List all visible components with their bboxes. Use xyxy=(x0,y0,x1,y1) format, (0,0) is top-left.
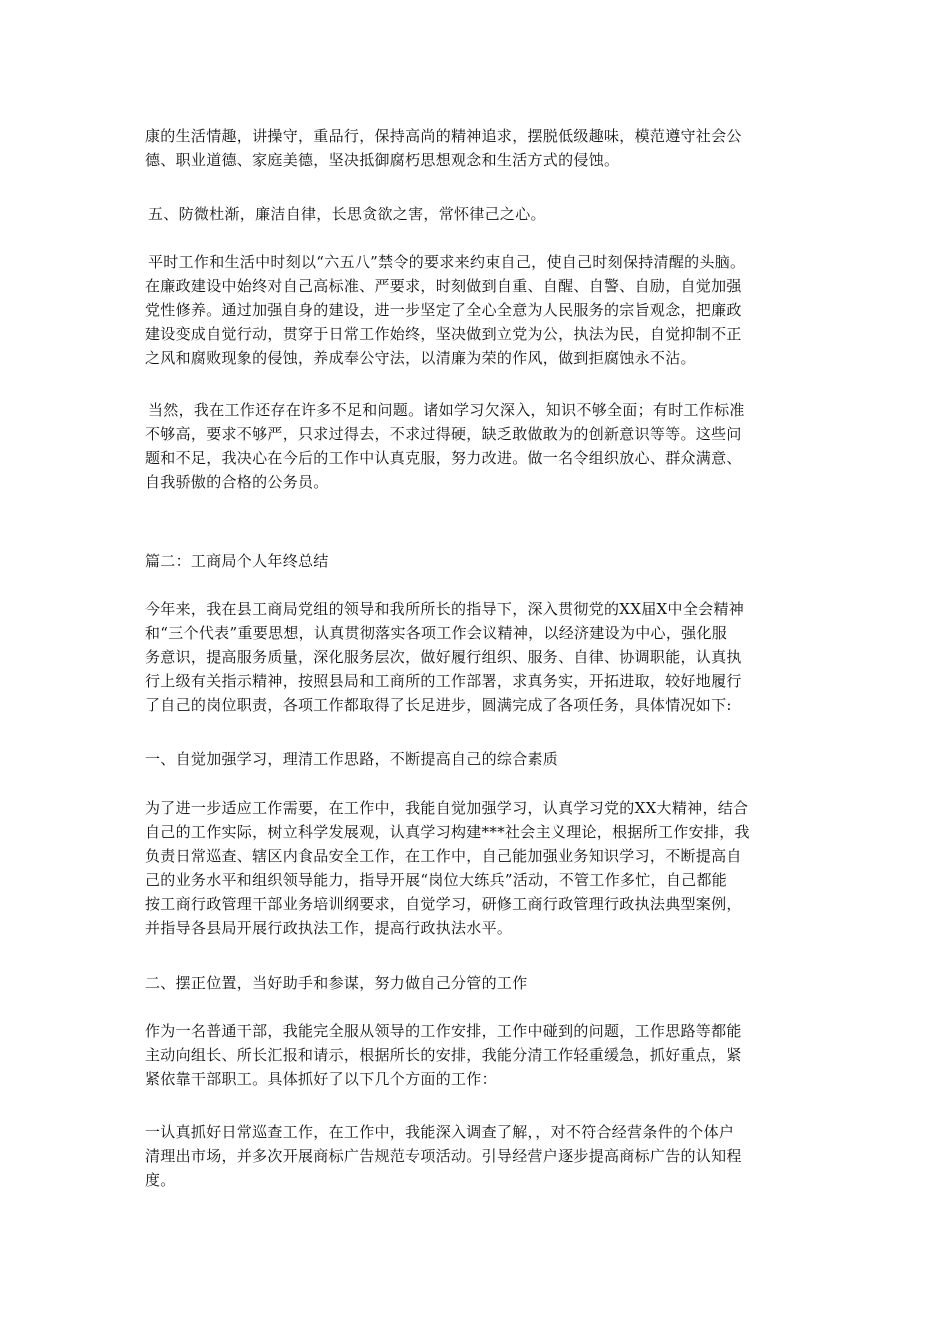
text-line: 德、职业道德、家庭美德，坚决抵御腐朽思想观念和生活方式的侵蚀。 xyxy=(145,151,620,169)
text-line: 清理出市场，并多次开展商标广告规范专项活动。引导经营户逐步提高商标广告的认知程 xyxy=(145,1147,742,1165)
paragraph-p6 xyxy=(145,597,813,717)
text-line: 不够高，要求不够严，只求过得去，不求过得硬，缺乏敢做敢为的创新意识等等。这些问 xyxy=(145,425,742,443)
text-line: 和“三个代表”重要思想，认真贯彻落实各项工作会议精神，以经济建设为中心，强化服 xyxy=(145,624,728,642)
text-line: 行上级有关指示精神，按照县局和工商所的工作部署，求真务实，开拓进取，较好地履行 xyxy=(145,672,742,690)
text-line: 平时工作和生活中时刻以“六五八”禁令的要求来约束自己，使自己时刻保持清醒的头脑。 xyxy=(148,253,746,271)
text-line: 题和不足，我决心在今后的工作中认真克服，努力改进。做一名令组织放心、群众满意、 xyxy=(145,449,742,467)
text-line: 为了进一步适应工作需要，在工作中，我能自觉加强学习，认真学习党的XX大精神，结合 xyxy=(145,799,749,817)
text-line: 并指导各县局开展行政执法工作，提高行政执法水平。 xyxy=(145,919,513,937)
text-line: 紧依靠干部职工。具体抓好了以下几个方面的工作： xyxy=(145,1070,497,1088)
text-line: 当然，我在工作还存在许多不足和问题。诸如学习欠深入，知识不够全面；有时工作标准 xyxy=(148,401,745,419)
text-line: 作为一名普通干部，我能完全服从领导的工作安排，工作中碰到的问题，工作思路等都能 xyxy=(145,1022,742,1040)
paragraph-p4 xyxy=(145,398,816,494)
text-line: 一、自觉加强学习，理清工作思路，不断提高自己的综合素质 xyxy=(145,750,559,768)
text-line: 五、防微杜渐，廉洁自律，长思贪欲之害，常怀律己之心。 xyxy=(148,205,546,223)
text-line: 一认真抓好日常巡查工作，在工作中，我能深入调查了解，，对不符合经营条件的个体户 xyxy=(145,1123,735,1141)
text-line: 二、摆正位置，当好助手和参谋，努力做自己分管的工作 xyxy=(145,974,528,992)
paragraph-p8 xyxy=(145,796,813,940)
text-line: 主动向组长、所长汇报和请示，根据所长的安排，我能分清工作轻重缓急，抓好重点，紧 xyxy=(145,1046,742,1064)
text-line: 之风和腐败现象的侵蚀，养成奉公守法，以清廉为荣的作风，做到拒腐蚀永不沾。 xyxy=(145,349,696,367)
text-line: 今年来，我在县工商局党组的领导和我所所长的指导下，深入贯彻党的XX届X中全会精神 xyxy=(145,600,745,618)
text-line: 自己的工作实际，树立科学发展观，认真学习构建***社会主义理论，根据所工作安排，我 xyxy=(145,823,750,841)
text-line: 务意识，提高服务质量，深化服务层次，做好履行组织、服务、自律、协调职能，认真执 xyxy=(145,648,742,666)
paragraph-p3 xyxy=(145,250,816,370)
section-heading-two xyxy=(145,971,813,995)
text-line: 在廉政建设中始终对自己高标准、严要求，时刻做到自重、自醒、自警、自励，自觉加强 xyxy=(145,277,742,295)
text-line: 篇二：工商局个人年终总结 xyxy=(145,552,329,570)
text-line: 己的业务水平和组织领导能力，指导开展“岗位大练兵”活动，不管工作多忙，自己都能 xyxy=(145,871,728,889)
section-heading-five xyxy=(148,202,816,226)
text-line: 负责日常巡查、辖区内食品安全工作，在工作中，自己能加强业务知识学习，不断提高自 xyxy=(145,847,742,865)
text-line: 按工商行政管理干部业务培训纲要求，自觉学习，研修工商行政管理行政执法典型案例， xyxy=(145,895,742,913)
article-title xyxy=(145,549,813,573)
text-line: 自我骄傲的合格的公务员。 xyxy=(145,473,329,491)
text-line: 党性修养。通过加强自身的建设，进一步坚定了全心全意为人民服务的宗旨观念，把廉政 xyxy=(145,301,742,319)
paragraph-p10 xyxy=(145,1019,813,1091)
text-line: 康的生活情趣，讲操守，重品行，保持高尚的精神追求，摆脱低级趣味，模范遵守社会公 xyxy=(145,127,742,145)
section-heading-one xyxy=(145,747,813,771)
text-line: 度。 xyxy=(145,1171,176,1189)
text-line: 了自己的岗位职责，各项工作都取得了长足进步，圆满完成了各项任务，具体情况如下: xyxy=(145,696,732,714)
paragraph-p11 xyxy=(145,1120,813,1192)
text-line: 建设变成自觉行动，贯穿于日常工作始终，坚决做到立党为公，执法为民，自觉抑制不正 xyxy=(145,325,742,343)
paragraph-p1 xyxy=(145,124,813,172)
